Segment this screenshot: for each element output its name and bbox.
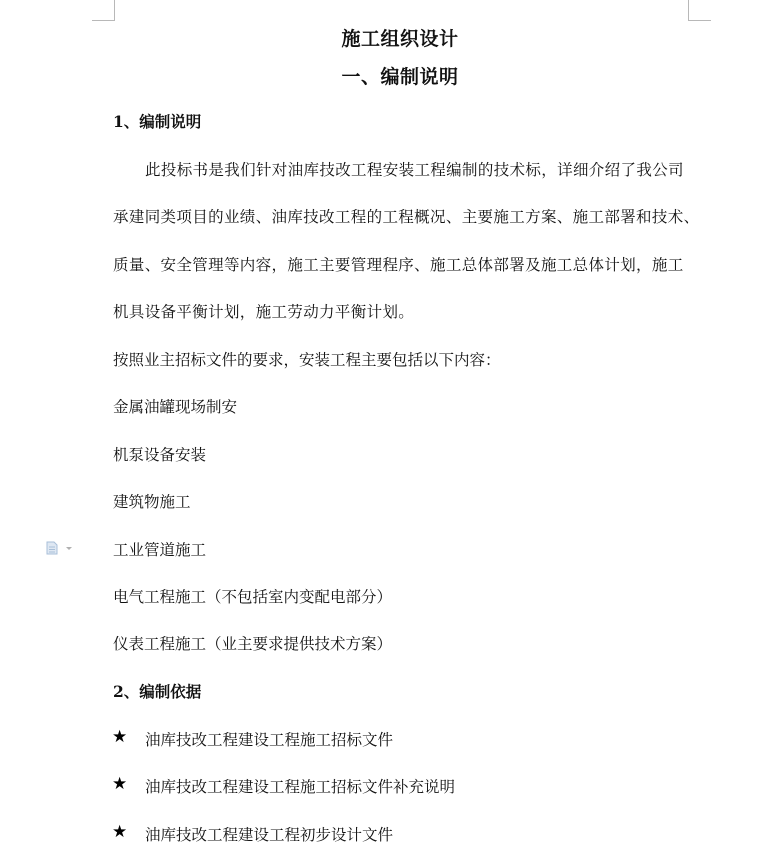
section-heading-2: 2、编制依据	[113, 682, 202, 701]
paragraph-line: 机具设备平衡计划，施工劳动力平衡计划。	[113, 303, 415, 321]
basis-item: 油库技改工程建设工程施工招标文件	[145, 731, 394, 749]
list-item: 机泵设备安装	[113, 446, 207, 464]
star-bullet-icon: ★	[112, 822, 128, 842]
list-item: 金属油罐现场制安	[113, 398, 238, 416]
basis-item: 油库技改工程建设工程初步设计文件	[145, 826, 394, 844]
basis-item: 油库技改工程建设工程施工招标文件补充说明	[145, 778, 456, 796]
chevron-down-icon	[66, 547, 72, 550]
paragraph-line: 此投标书是我们针对油库技改工程安装工程编制的技术标，详细介绍了我公司	[145, 161, 684, 179]
list-item: 仪表工程施工（业主要求提供技术方案）	[113, 635, 393, 653]
paragraph-line: 质量、安全管理等内容，施工主要管理程序、施工总体部署及施工总体计划，施工	[113, 256, 684, 274]
list-item: 建筑物施工	[113, 493, 191, 511]
chapter-title: 一、编制说明	[341, 66, 459, 88]
page-corner-mark-right	[688, 0, 711, 21]
intro-line: 按照业主招标文件的要求，安装工程主要包括以下内容：	[113, 351, 501, 369]
document-icon	[46, 541, 76, 555]
section-heading-1: 1、编制说明	[113, 112, 202, 131]
paragraph-layout-button[interactable]	[46, 540, 76, 554]
paragraph-line: 承建同类项目的业绩、油库技改工程的工程概况、主要施工方案、施工部署和技术、	[113, 208, 700, 226]
list-item: 工业管道施工	[113, 541, 207, 559]
star-bullet-icon: ★	[112, 727, 128, 747]
page-corner-mark-left	[92, 0, 115, 21]
document-title: 施工组织设计	[341, 28, 459, 50]
list-item: 电气工程施工（不包括室内变配电部分）	[113, 588, 393, 606]
star-bullet-icon: ★	[112, 774, 128, 794]
